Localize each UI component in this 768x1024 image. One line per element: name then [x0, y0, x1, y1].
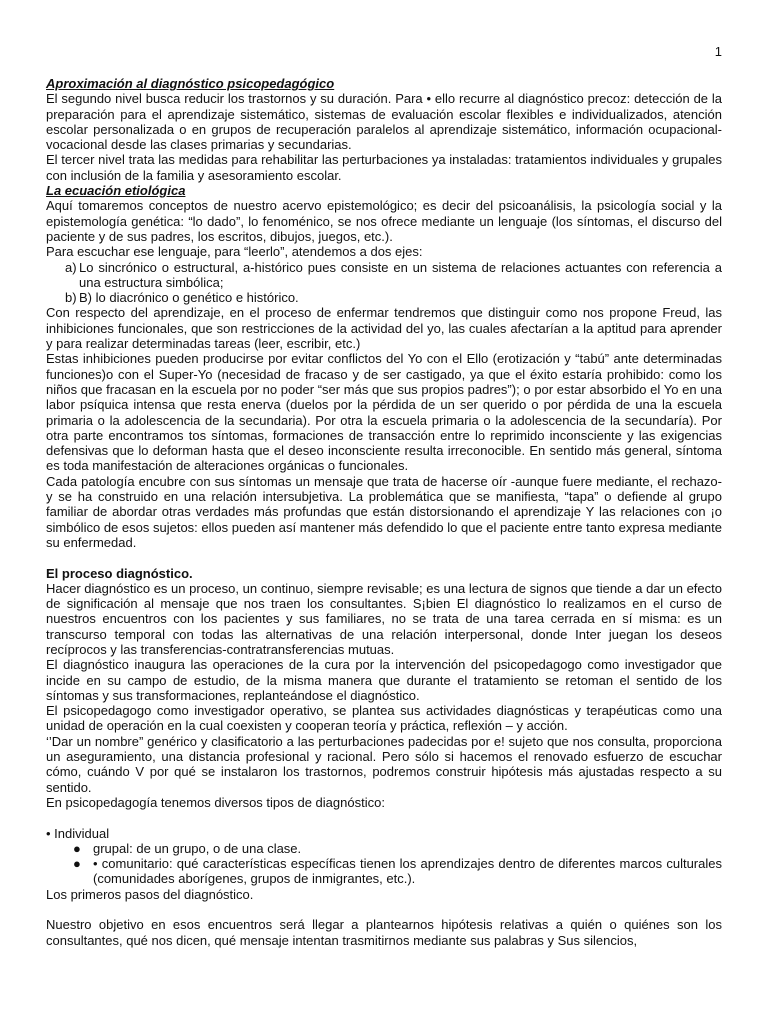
- list-item: [46, 290, 722, 305]
- paragraph: Cada patología encubre con sus síntomas un mensaje que trata de hacerse oír -aunque fuere mediante, el rechazo- y se ha construido en una relación intersubjetiva. La problemática que se manifiesta, “tapa” o defiende al grupo familiar de abordar otras verdades más profundas que están distorsionando el aprendizaje Y las relaciones con ¡o simbólico de esos sujetos: ellos pueden así mantener más defendido lo que el paciente entre tanto expresa mediante su enfermedad.: [46, 473, 722, 550]
- spacer: [46, 902, 722, 917]
- paragraph: Con respecto del aprendizaje, en el proceso de enfermar tendremos que distinguir como nos propone Freud, las inhibiciones funcionales, que son restricciones de la actividad del yo, las cuales afectarían a la aptitud para aprender y para realizar determinadas tareas (leer, escribir, etc.): [46, 305, 722, 352]
- section-heading-aproximacion: Aproximación al diagnóstico psicopedagógico: [46, 76, 335, 91]
- axes-list: [46, 260, 722, 306]
- diag-type-individual: • Individual: [46, 825, 110, 841]
- list-item-text: • comunitario: qué características específicas tienen los aprendizajes dentro de diferentes marcos culturales (comunidades aborígenes, grupos de inmigrantes, etc.).: [93, 856, 722, 887]
- spacer: [46, 810, 722, 825]
- paragraph: Para escuchar ese lenguaje, para “leerlo”, atendemos a dos ejes:: [46, 244, 423, 260]
- paragraph: En psicopedagogía tenemos diversos tipos de diagnóstico:: [46, 794, 385, 810]
- list-item-text: B) lo diacrónico o genético e histórico.: [79, 290, 299, 306]
- paragraph: Aquí tomaremos conceptos de nuestro acervo epistemológico; es decir del psicoanálisis, la psicología social y la epistemología genética: “lo dado”, lo fenoménico, se nos ofrece mediante un lenguaje (los síntomas, el discurso del paciente y de sus padres, los escritos, dibujos, juegos, etc.).: [46, 198, 722, 244]
- paragraph: El diagnóstico inaugura las operaciones de la cura por la intervención del psicopedagogo como investigador que incide en su campo de estudio, de la misma manera que durante el tratamiento se retoman el sentido de los síntomas y sus transformaciones, replanteándose el diagnóstico.: [46, 657, 722, 703]
- paragraph: El psicopedagogo como investigador operativo, se plantea sus actividades diagnósticas y terapéuticas como una unidad de operación en la cual coexisten y cooperan teoría y práctica, reflexión – y acción.: [46, 703, 722, 734]
- paragraph: Estas inhibiciones pueden producirse por evitar conflictos del Yo con el Ello (erotización y “tabú” ante determinadas funciones)o con el Super-Yo (necesidad de fracaso y de ser castigado, ya que el éxito estaría prohibido: como los niños que fracasan en la escuela por no poder “ser más que sus propios padres”); o por estar absorbido el Yo en una labor psíquica intensa que resta enerva (duelos por la pérdida de un ser querido o por pérdida de una la escuela primaria o la adolescencia de la secundaria). Por otra la escuela primaria o la adolescencia de la secundaría). Por otra parte encontramos tos síntomas, formaciones de transacción entre lo reprimido inconsciente y las exigencias defensivas que lo deforman hasta que el deseo inconsciente resulta irreconocible. En sentido más general, síntoma es toda manifestación de alteraciones orgánicas o funcionales.: [46, 351, 722, 474]
- diag-types-list: [46, 841, 722, 887]
- paragraph: ‘’Dar un nombre” genérico y clasificatorio a las perturbaciones padecidas por e! sujeto que nos consulta, proporciona un aseguramiento, una distancia profesional y racional. Pero sólo si hacemos el renovado esfuerzo de escuchar cómo, cuándo V por qué se instalaron los trastornos, podremos construir hipótesis más ajustadas respecto a su sentido.: [46, 733, 722, 795]
- list-item: [46, 856, 722, 887]
- list-marker: a): [65, 259, 77, 275]
- list-item-text: grupal: de un grupo, o de una clase.: [93, 840, 302, 856]
- list-item: [46, 841, 722, 856]
- section-heading-proceso: El proceso diagnóstico.: [46, 565, 193, 581]
- spacer: [46, 550, 722, 565]
- section-heading-ecuacion: La ecuación etiológica: [46, 183, 186, 199]
- paragraph: El segundo nivel busca reducir los trastornos y su duración. Para • ello recurre al diagnóstico precoz: detección de la preparación para el aprendizaje sistemático, sistemas de evaluación escolar flexibles e individualizados, atención escolar personalizada o en grupos de recuperación paralelos al aprendizaje sistemático, información ocupacional-vocacional desde las clases primarias y secundarias.: [46, 91, 722, 153]
- page-number: 1: [714, 44, 722, 59]
- paragraph: Hacer diagnóstico es un proceso, un continuo, siempre revisable; es una lectura de signos que tiende a dar un efecto de significación al mensaje que nos traen los consultantes. S¡bien El diagnóstico lo realizamos en el curso de nuestros encuentros con los pacientes y sus familiares, no se trata de una tarea cerrada en sí misma: es un transcurso temporal con todas las alternativas de una relación interpersonal, donde Inter juegan los deseos recíprocos y las transferencias-contratransferencias mutuas.: [46, 580, 722, 657]
- list-marker: b): [65, 290, 77, 306]
- paragraph: Los primeros pasos del diagnóstico.: [46, 886, 254, 902]
- list-item: [46, 260, 722, 291]
- bullet-icon: ●: [73, 840, 81, 856]
- document-body: [46, 76, 722, 948]
- paragraph: El tercer nivel trata las medidas para rehabilitar las perturbaciones ya instaladas: tratamientos individuales y grupales con inclusión de la familia y asesoramiento escolar.: [46, 152, 722, 183]
- paragraph: Nuestro objetivo en esos encuentros será llegar a plantearnos hipótesis relativas a quién o quiénes son los consultantes, qué nos dicen, qué mensaje intentan trasmitirnos mediante sus palabras y Sus silencios,: [46, 917, 722, 948]
- bullet-icon: ●: [73, 856, 81, 872]
- list-item-text: Lo sincrónico o estructural, a-histórico pues consiste en un sistema de relaciones actuantes con referencia a una estructura simbólica;: [79, 259, 722, 290]
